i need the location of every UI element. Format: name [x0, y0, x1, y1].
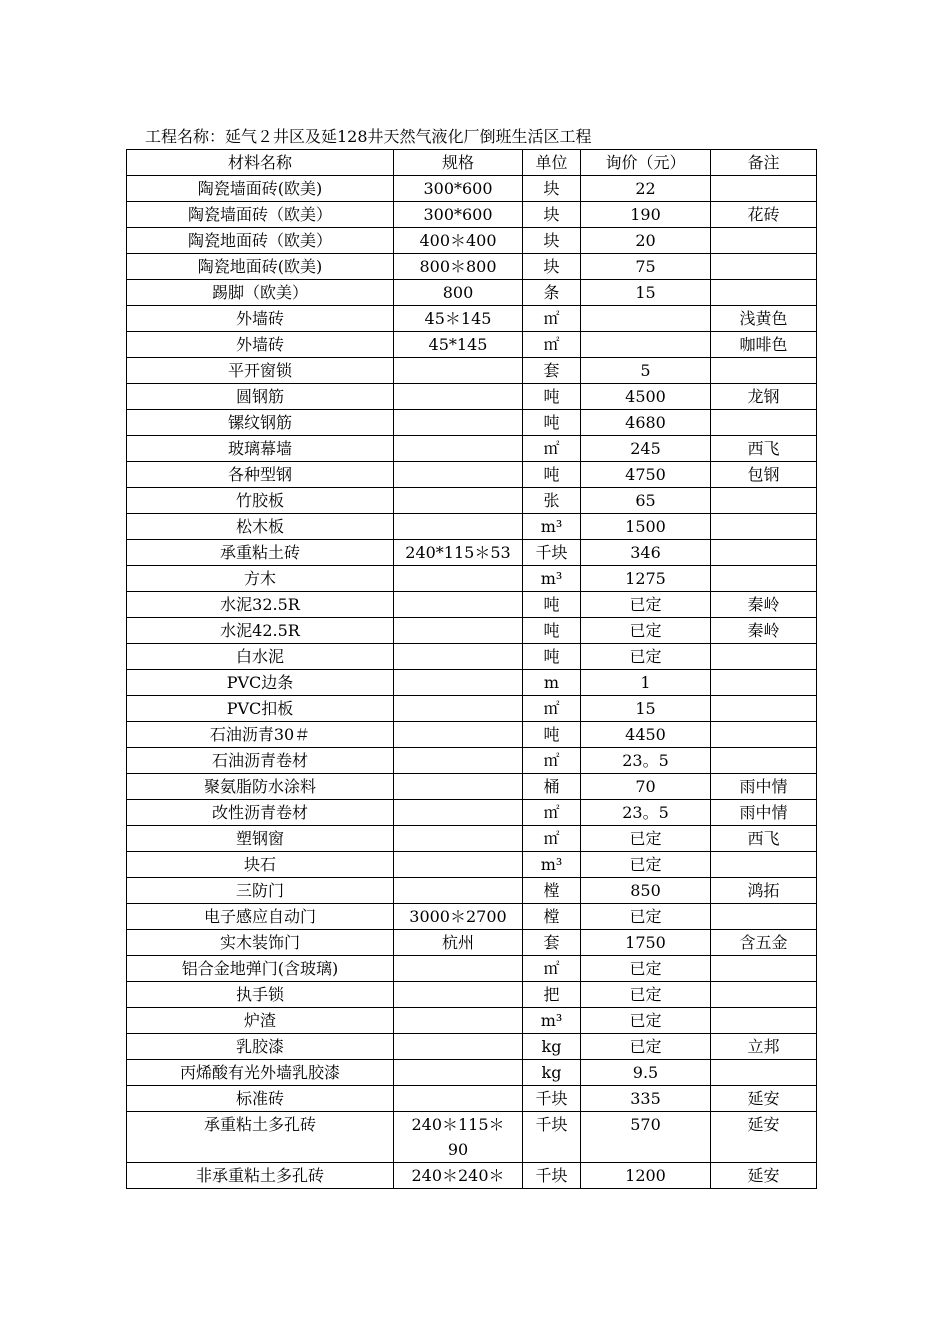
cell-remark	[711, 488, 817, 514]
cell-remark: 西飞	[711, 826, 817, 852]
cell-remark: 秦岭	[711, 618, 817, 644]
header-unit: 单位	[523, 150, 581, 176]
table-row	[127, 306, 817, 332]
table-row	[127, 1034, 817, 1060]
cell-unit: 千块	[523, 540, 581, 566]
cell-spec: 3000＊2700	[394, 904, 523, 930]
cell-material-name: 陶瓷墙面砖（欧美）	[127, 202, 394, 228]
cell-material-name: 石油沥青30＃	[127, 722, 394, 748]
cell-spec	[394, 878, 523, 904]
cell-price: 4750	[581, 462, 711, 488]
cell-spec	[394, 982, 523, 1008]
cell-remark	[711, 540, 817, 566]
cell-price: 9.5	[581, 1060, 711, 1086]
cell-remark	[711, 1060, 817, 1086]
table-row	[127, 1163, 817, 1189]
cell-spec	[394, 644, 523, 670]
cell-price: 已定	[581, 1008, 711, 1034]
cell-spec: 800＊800	[394, 254, 523, 280]
cell-material-name: 玻璃幕墙	[127, 436, 394, 462]
table-row	[127, 748, 817, 774]
cell-unit: 套	[523, 930, 581, 956]
cell-unit: m	[523, 670, 581, 696]
cell-spec	[394, 670, 523, 696]
cell-unit: 桶	[523, 774, 581, 800]
cell-remark	[711, 254, 817, 280]
cell-material-name: 聚氨脂防水涂料	[127, 774, 394, 800]
cell-material-name: 陶瓷地面砖(欧美)	[127, 254, 394, 280]
cell-unit: 条	[523, 280, 581, 306]
cell-material-name: 丙烯酸有光外墙乳胶漆	[127, 1060, 394, 1086]
cell-price: 已定	[581, 592, 711, 618]
cell-material-name: 实木装饰门	[127, 930, 394, 956]
cell-remark	[711, 1008, 817, 1034]
cell-remark: 咖啡色	[711, 332, 817, 358]
cell-spec: 240*115＊53	[394, 540, 523, 566]
cell-price: 已定	[581, 982, 711, 1008]
cell-spec: 45*145	[394, 332, 523, 358]
cell-material-name: 承重粘土砖	[127, 540, 394, 566]
cell-price: 4680	[581, 410, 711, 436]
cell-price: 75	[581, 254, 711, 280]
table-row	[127, 462, 817, 488]
cell-unit: ㎡	[523, 748, 581, 774]
cell-price: 4500	[581, 384, 711, 410]
cell-material-name: 塑钢窗	[127, 826, 394, 852]
cell-spec	[394, 514, 523, 540]
cell-price: 190	[581, 202, 711, 228]
cell-remark: 浅黄色	[711, 306, 817, 332]
cell-spec	[394, 462, 523, 488]
cell-unit: ㎡	[523, 696, 581, 722]
cell-material-name: 非承重粘土多孔砖	[127, 1163, 394, 1189]
cell-price: 335	[581, 1086, 711, 1112]
cell-material-name: PVC扣板	[127, 696, 394, 722]
cell-material-name: 圆钢筋	[127, 384, 394, 410]
cell-material-name: 标准砖	[127, 1086, 394, 1112]
cell-spec	[394, 852, 523, 878]
cell-price: 已定	[581, 644, 711, 670]
cell-unit: 吨	[523, 462, 581, 488]
cell-unit: 吨	[523, 722, 581, 748]
cell-spec: 300*600	[394, 202, 523, 228]
cell-price: 850	[581, 878, 711, 904]
cell-unit: 千块	[523, 1112, 581, 1163]
cell-spec	[394, 800, 523, 826]
cell-remark	[711, 644, 817, 670]
cell-remark: 含五金	[711, 930, 817, 956]
cell-price: 23。5	[581, 800, 711, 826]
table-row	[127, 488, 817, 514]
cell-unit: 吨	[523, 618, 581, 644]
cell-spec: 杭州	[394, 930, 523, 956]
cell-remark	[711, 722, 817, 748]
cell-remark	[711, 696, 817, 722]
cell-material-name: 镙纹钢筋	[127, 410, 394, 436]
cell-unit: ㎡	[523, 436, 581, 462]
cell-price: 1275	[581, 566, 711, 592]
cell-remark: 鸿拓	[711, 878, 817, 904]
cell-remark	[711, 176, 817, 202]
cell-price: 1	[581, 670, 711, 696]
cell-material-name: 铝合金地弹门(含玻璃)	[127, 956, 394, 982]
cell-unit: 吨	[523, 410, 581, 436]
cell-spec: 45＊145	[394, 306, 523, 332]
cell-unit: 吨	[523, 592, 581, 618]
table-row	[127, 254, 817, 280]
cell-spec	[394, 748, 523, 774]
header-price: 询价（元）	[581, 150, 711, 176]
cell-unit: ㎡	[523, 306, 581, 332]
cell-spec: 400＊400	[394, 228, 523, 254]
materials-table	[126, 149, 817, 1189]
cell-remark: 龙钢	[711, 384, 817, 410]
cell-price	[581, 332, 711, 358]
cell-material-name: 陶瓷地面砖（欧美）	[127, 228, 394, 254]
cell-remark	[711, 670, 817, 696]
cell-price: 已定	[581, 618, 711, 644]
cell-spec	[394, 436, 523, 462]
cell-price: 1200	[581, 1163, 711, 1189]
table-row	[127, 670, 817, 696]
cell-material-name: 石油沥青卷材	[127, 748, 394, 774]
cell-spec: 800	[394, 280, 523, 306]
table-row	[127, 436, 817, 462]
cell-unit: m³	[523, 1008, 581, 1034]
cell-remark: 包钢	[711, 462, 817, 488]
cell-remark: 秦岭	[711, 592, 817, 618]
cell-spec	[394, 826, 523, 852]
cell-material-name: 改性沥青卷材	[127, 800, 394, 826]
table-row	[127, 904, 817, 930]
cell-remark	[711, 410, 817, 436]
cell-unit: 块	[523, 228, 581, 254]
cell-material-name: 外墙砖	[127, 332, 394, 358]
cell-price: 22	[581, 176, 711, 202]
cell-unit: 块	[523, 202, 581, 228]
cell-remark	[711, 566, 817, 592]
cell-spec	[394, 488, 523, 514]
cell-spec	[394, 384, 523, 410]
cell-spec	[394, 1086, 523, 1112]
table-row	[127, 280, 817, 306]
cell-price: 15	[581, 280, 711, 306]
cell-remark: 延安	[711, 1163, 817, 1189]
table-row	[127, 1086, 817, 1112]
cell-remark: 花砖	[711, 202, 817, 228]
cell-spec	[394, 774, 523, 800]
cell-unit: kg	[523, 1034, 581, 1060]
cell-material-name: 平开窗锁	[127, 358, 394, 384]
cell-material-name: 电子感应自动门	[127, 904, 394, 930]
cell-remark	[711, 358, 817, 384]
table-row	[127, 878, 817, 904]
cell-material-name: 水泥42.5R	[127, 618, 394, 644]
cell-remark: 西飞	[711, 436, 817, 462]
cell-spec	[394, 1008, 523, 1034]
cell-price: 570	[581, 1112, 711, 1163]
cell-material-name: 块石	[127, 852, 394, 878]
cell-price: 15	[581, 696, 711, 722]
cell-remark	[711, 280, 817, 306]
cell-remark	[711, 514, 817, 540]
cell-spec	[394, 696, 523, 722]
header-remark: 备注	[711, 150, 817, 176]
table-row	[127, 410, 817, 436]
cell-unit: 套	[523, 358, 581, 384]
cell-unit: m³	[523, 566, 581, 592]
table-row	[127, 514, 817, 540]
cell-spec	[394, 358, 523, 384]
cell-material-name: 方木	[127, 566, 394, 592]
table-row	[127, 332, 817, 358]
cell-unit: 吨	[523, 384, 581, 410]
table-row	[127, 774, 817, 800]
cell-material-name: 踢脚（欧美）	[127, 280, 394, 306]
table-row	[127, 852, 817, 878]
table-row	[127, 696, 817, 722]
cell-price: 已定	[581, 904, 711, 930]
cell-remark	[711, 748, 817, 774]
cell-spec	[394, 592, 523, 618]
cell-price: 已定	[581, 1034, 711, 1060]
table-row	[127, 592, 817, 618]
cell-spec	[394, 956, 523, 982]
table-row	[127, 358, 817, 384]
cell-remark	[711, 956, 817, 982]
cell-material-name: 水泥32.5R	[127, 592, 394, 618]
cell-material-name: 乳胶漆	[127, 1034, 394, 1060]
table-row	[127, 618, 817, 644]
cell-remark	[711, 904, 817, 930]
cell-remark	[711, 228, 817, 254]
table-row	[127, 826, 817, 852]
cell-price	[581, 306, 711, 332]
cell-price: 5	[581, 358, 711, 384]
cell-material-name: 竹胶板	[127, 488, 394, 514]
cell-spec: 240＊240＊	[394, 1163, 523, 1189]
cell-spec: 300*600	[394, 176, 523, 202]
table-row	[127, 1060, 817, 1086]
cell-remark: 雨中情	[711, 774, 817, 800]
cell-unit: kg	[523, 1060, 581, 1086]
table-row	[127, 202, 817, 228]
cell-material-name: PVC边条	[127, 670, 394, 696]
cell-price: 1750	[581, 930, 711, 956]
cell-remark: 雨中情	[711, 800, 817, 826]
cell-spec	[394, 1034, 523, 1060]
cell-material-name: 三防门	[127, 878, 394, 904]
cell-remark: 延安	[711, 1112, 817, 1163]
cell-material-name: 白水泥	[127, 644, 394, 670]
cell-price: 23。5	[581, 748, 711, 774]
cell-remark: 立邦	[711, 1034, 817, 1060]
cell-spec	[394, 566, 523, 592]
cell-unit: ㎡	[523, 826, 581, 852]
cell-spec	[394, 722, 523, 748]
table-row	[127, 566, 817, 592]
cell-material-name: 执手锁	[127, 982, 394, 1008]
cell-remark: 延安	[711, 1086, 817, 1112]
cell-unit: m³	[523, 514, 581, 540]
cell-remark	[711, 852, 817, 878]
header-spec: 规格	[394, 150, 523, 176]
table-row	[127, 228, 817, 254]
table-body	[127, 176, 817, 1189]
cell-unit: 樘	[523, 904, 581, 930]
cell-price: 已定	[581, 852, 711, 878]
table-row	[127, 956, 817, 982]
cell-material-name: 各种型钢	[127, 462, 394, 488]
cell-unit: ㎡	[523, 956, 581, 982]
cell-unit: 块	[523, 176, 581, 202]
cell-material-name: 外墙砖	[127, 306, 394, 332]
cell-price: 65	[581, 488, 711, 514]
cell-price: 已定	[581, 956, 711, 982]
cell-price: 1500	[581, 514, 711, 540]
table-row	[127, 800, 817, 826]
cell-unit: 张	[523, 488, 581, 514]
cell-price: 245	[581, 436, 711, 462]
cell-price: 346	[581, 540, 711, 566]
cell-price: 20	[581, 228, 711, 254]
cell-material-name: 松木板	[127, 514, 394, 540]
cell-unit: 块	[523, 254, 581, 280]
table-row	[127, 644, 817, 670]
header-material-name: 材料名称	[127, 150, 394, 176]
table-row	[127, 930, 817, 956]
table-row	[127, 722, 817, 748]
table-row	[127, 384, 817, 410]
table-row	[127, 982, 817, 1008]
cell-price: 70	[581, 774, 711, 800]
cell-spec	[394, 1060, 523, 1086]
cell-remark	[711, 982, 817, 1008]
cell-unit: 把	[523, 982, 581, 1008]
cell-unit: 吨	[523, 644, 581, 670]
project-title: 工程名称：延气２井区及延128井天然气液化厂倒班生活区工程	[145, 127, 592, 146]
cell-spec	[394, 618, 523, 644]
cell-material-name: 陶瓷墙面砖(欧美)	[127, 176, 394, 202]
cell-material-name: 炉渣	[127, 1008, 394, 1034]
table-row	[127, 1112, 817, 1163]
cell-unit: 千块	[523, 1086, 581, 1112]
cell-unit: 樘	[523, 878, 581, 904]
cell-price: 已定	[581, 826, 711, 852]
cell-spec: 240＊115＊ 90	[394, 1112, 523, 1163]
cell-price: 4450	[581, 722, 711, 748]
cell-spec	[394, 410, 523, 436]
cell-unit: ㎡	[523, 800, 581, 826]
cell-unit: 千块	[523, 1163, 581, 1189]
cell-unit: m³	[523, 852, 581, 878]
table-header-row	[127, 150, 817, 176]
table-row	[127, 1008, 817, 1034]
cell-unit: ㎡	[523, 332, 581, 358]
cell-material-name: 承重粘土多孔砖	[127, 1112, 394, 1163]
table-row	[127, 540, 817, 566]
table-row	[127, 176, 817, 202]
